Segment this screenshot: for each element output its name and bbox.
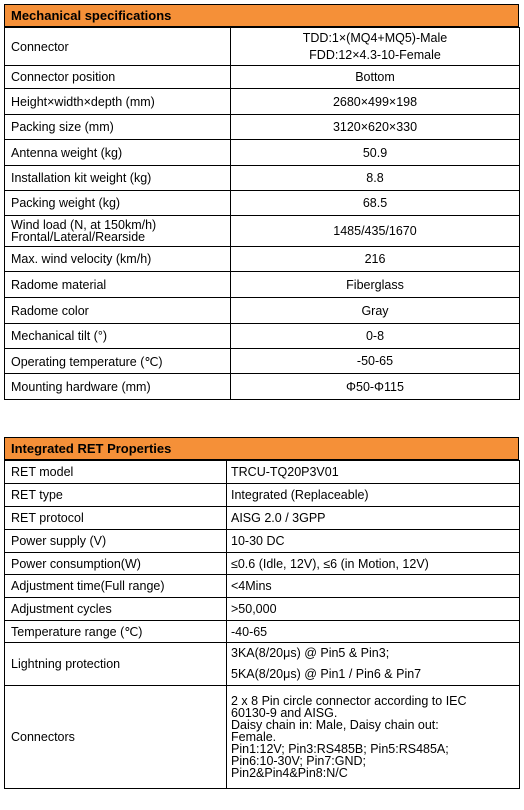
spec-value-line: 60130-9 and AISG.	[231, 706, 338, 720]
spec-label: Height×width×depth (mm)	[5, 89, 231, 115]
spec-label: Connector	[5, 28, 231, 66]
spec-value-line: Daisy chain in: Male, Daisy chain out:	[231, 718, 439, 732]
spec-value: 216	[231, 247, 520, 272]
table-row	[5, 140, 520, 166]
spec-value-line: 2 x 8 Pin circle connector according to IEC	[231, 694, 467, 708]
spec-value-line: Female.	[231, 730, 277, 744]
spec-value-line: Pin1:12V; Pin3:RS485B; Pin5:RS485A;	[231, 742, 449, 756]
spec-value: Bottom	[231, 66, 520, 89]
mechanical-table	[4, 27, 520, 400]
ret-header: Integrated RET Properties	[4, 437, 519, 460]
spec-label: Temperature range (℃)	[5, 621, 227, 643]
spec-value: ≤0.6 (Idle, 12V), ≤6 (in Motion, 12V)	[227, 553, 520, 575]
spec-label: Mounting hardware (mm)	[5, 374, 231, 400]
spec-label	[5, 216, 231, 247]
spec-label: Connector position	[5, 66, 231, 89]
spec-value: TRCU-TQ20P3V01	[227, 461, 520, 484]
table-row	[5, 166, 520, 191]
spec-label: Power supply (V)	[5, 530, 227, 553]
spec-value-line: Pin6:10-30V; Pin7:GND;	[231, 754, 367, 768]
table-row	[5, 324, 520, 349]
spec-value-line: Pin2&Pin4&Pin8:N/C	[231, 766, 348, 780]
ret-section	[4, 437, 519, 789]
spec-value: >50,000	[227, 598, 520, 621]
spec-value: 3120×620×330	[231, 115, 520, 140]
spec-value: 0-8	[231, 324, 520, 349]
table-row	[5, 349, 520, 374]
spec-value: Gray	[231, 298, 520, 324]
table-row	[5, 374, 520, 400]
spec-label: Connectors	[5, 686, 227, 789]
spec-value: AISG 2.0 / 3GPP	[227, 507, 520, 530]
table-row	[5, 553, 520, 575]
table-row	[5, 507, 520, 530]
spec-label: RET model	[5, 461, 227, 484]
spec-value: 8.8	[231, 166, 520, 191]
spec-value-line: 5KA(8/20μs) @ Pin1 / Pin6 & Pin7	[231, 667, 422, 681]
table-row	[5, 598, 520, 621]
spec-value: <4Mins	[227, 575, 520, 598]
spec-label: Packing weight (kg)	[5, 191, 231, 216]
spec-value: -50-65	[231, 349, 520, 374]
spec-value: Φ50-Φ115	[231, 374, 520, 400]
spec-label: Installation kit weight (kg)	[5, 166, 231, 191]
spec-value: -40-65	[227, 621, 520, 643]
mechanical-section	[4, 4, 519, 400]
spec-value	[227, 643, 520, 686]
table-row	[5, 272, 520, 298]
table-row	[5, 115, 520, 140]
spec-label: RET protocol	[5, 507, 227, 530]
spec-value-line: TDD:1×(MQ4+MQ5)-Male	[302, 30, 448, 45]
mechanical-header: Mechanical specifications	[4, 4, 519, 27]
table-row	[5, 461, 520, 484]
table-row	[5, 216, 520, 247]
spec-value: 68.5	[231, 191, 520, 216]
spec-label-line: Wind load (N, at 150km/h)	[11, 217, 157, 232]
spec-label-line: Frontal/Lateral/Rearside	[11, 230, 146, 244]
table-row	[5, 247, 520, 272]
spec-value: Integrated (Replaceable)	[227, 484, 520, 507]
spec-label: Adjustment cycles	[5, 598, 227, 621]
table-row	[5, 643, 520, 686]
spec-value-line: 3KA(8/20μs) @ Pin5 & Pin3;	[231, 646, 390, 660]
spec-label: Operating temperature (℃)	[5, 349, 231, 374]
spec-value: 50.9	[231, 140, 520, 166]
spec-label: Lightning protection	[5, 643, 227, 686]
spec-label: RET type	[5, 484, 227, 507]
table-row	[5, 484, 520, 507]
spec-label: Mechanical tilt (°)	[5, 324, 231, 349]
spec-value: 10-30 DC	[227, 530, 520, 553]
table-row	[5, 298, 520, 324]
spec-label: Max. wind velocity (km/h)	[5, 247, 231, 272]
table-row	[5, 621, 520, 643]
spec-value-line: FDD:12×4.3-10-Female	[309, 47, 441, 62]
table-row	[5, 575, 520, 598]
table-row	[5, 686, 520, 789]
table-row	[5, 89, 520, 115]
spec-value: 1485/435/1670	[231, 216, 520, 247]
table-row	[5, 191, 520, 216]
spec-label: Antenna weight (kg)	[5, 140, 231, 166]
spec-label: Adjustment time(Full range)	[5, 575, 227, 598]
table-row	[5, 28, 520, 66]
table-row	[5, 530, 520, 553]
spec-value: Fiberglass	[231, 272, 520, 298]
spec-value: 2680×499×198	[231, 89, 520, 115]
ret-table	[4, 460, 520, 789]
spec-value	[227, 686, 520, 789]
spec-label: Radome color	[5, 298, 231, 324]
table-row	[5, 66, 520, 89]
spec-label: Packing size (mm)	[5, 115, 231, 140]
spec-label: Power consumption(W)	[5, 553, 227, 575]
spec-label: Radome material	[5, 272, 231, 298]
spec-value	[231, 28, 520, 66]
